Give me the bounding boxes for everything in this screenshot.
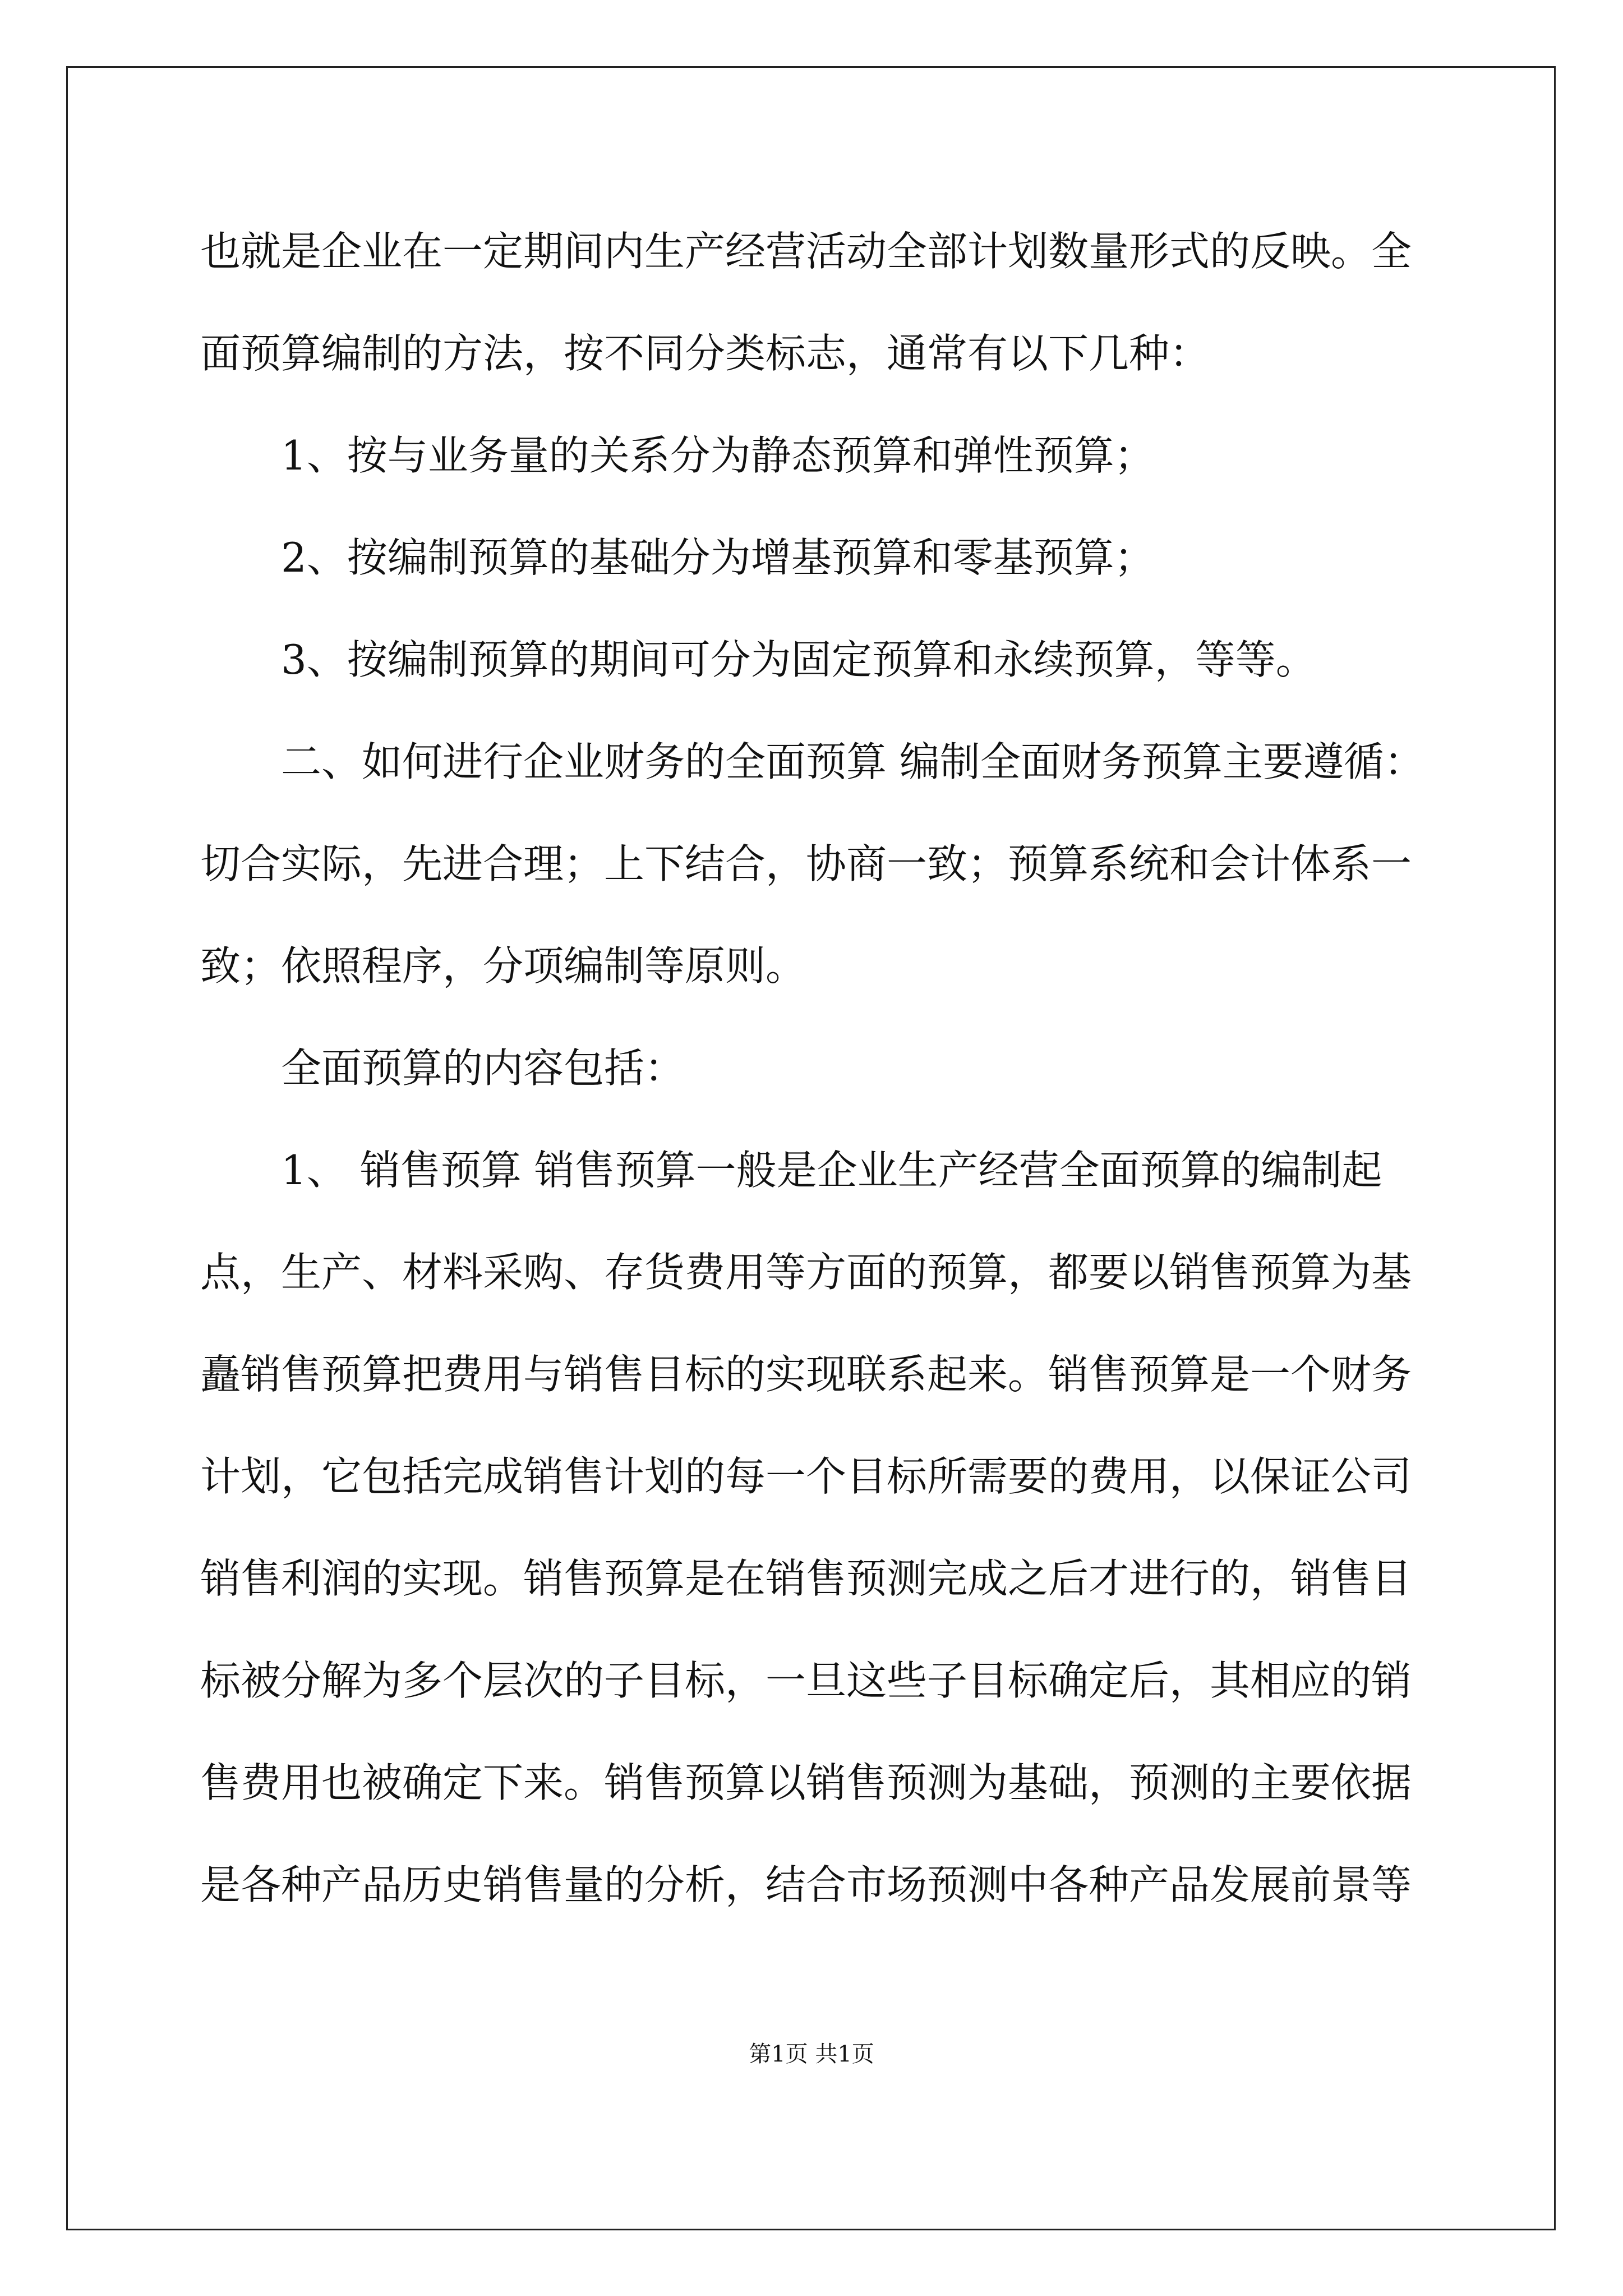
paragraph-line: 切合实际，先进合理；上下结合，协商一致；预算系统和会计体系一 <box>200 840 1412 887</box>
paragraph-line: 2、按编制预算的基础分为增基预算和零基预算； <box>281 534 1155 581</box>
paragraph-line: 是各种产品历史销售量的分析，结合市场预测中各种产品发展前景等 <box>200 1861 1412 1908</box>
paragraph-line: 全面预算的内容包括： <box>281 1045 685 1092</box>
paragraph-line: 点，生产、材料采购、存货费用等方面的预算，都要以销售预算为基 <box>200 1249 1412 1296</box>
paragraph-line: 矗销售预算把费用与销售目标的实现联系起来。销售预算是一个财务 <box>200 1351 1412 1398</box>
paragraph-line: 标被分解为多个层次的子目标，一旦这些子目标确定后，其相应的销 <box>200 1657 1412 1704</box>
document-body <box>200 223 1423 1959</box>
paragraph-line: 二、如何进行企业财务的全面预算 编制全面财务预算主要遵循： <box>281 738 1424 785</box>
paragraph-line: 致；依照程序，分项编制等原则。 <box>200 942 806 990</box>
paragraph-line: 销售利润的实现。销售预算是在销售预测完成之后才进行的，销售目 <box>200 1555 1412 1602</box>
paragraph-line: 售费用也被确定下来。销售预算以销售预测为基础，预测的主要依据 <box>200 1759 1412 1806</box>
paragraph-line: 1、 销售预算 销售预算一般是企业生产经营全面预算的编制起 <box>281 1147 1382 1194</box>
page-number-footer: 第1页 共1页 <box>749 2041 874 2067</box>
paragraph-line: 也就是企业在一定期间内生产经营活动全部计划数量形式的反映。全 <box>200 228 1412 275</box>
paragraph-line: 1、按与业务量的关系分为静态预算和弹性预算； <box>281 432 1155 479</box>
paragraph-line: 计划，它包括完成销售计划的每一个目标所需要的费用，以保证公司 <box>200 1453 1412 1500</box>
paragraph-line: 面预算编制的方法，按不同分类标志，通常有以下几种： <box>200 330 1210 377</box>
paragraph-line: 3、按编制预算的期间可分为固定预算和永续预算，等等。 <box>281 636 1316 683</box>
